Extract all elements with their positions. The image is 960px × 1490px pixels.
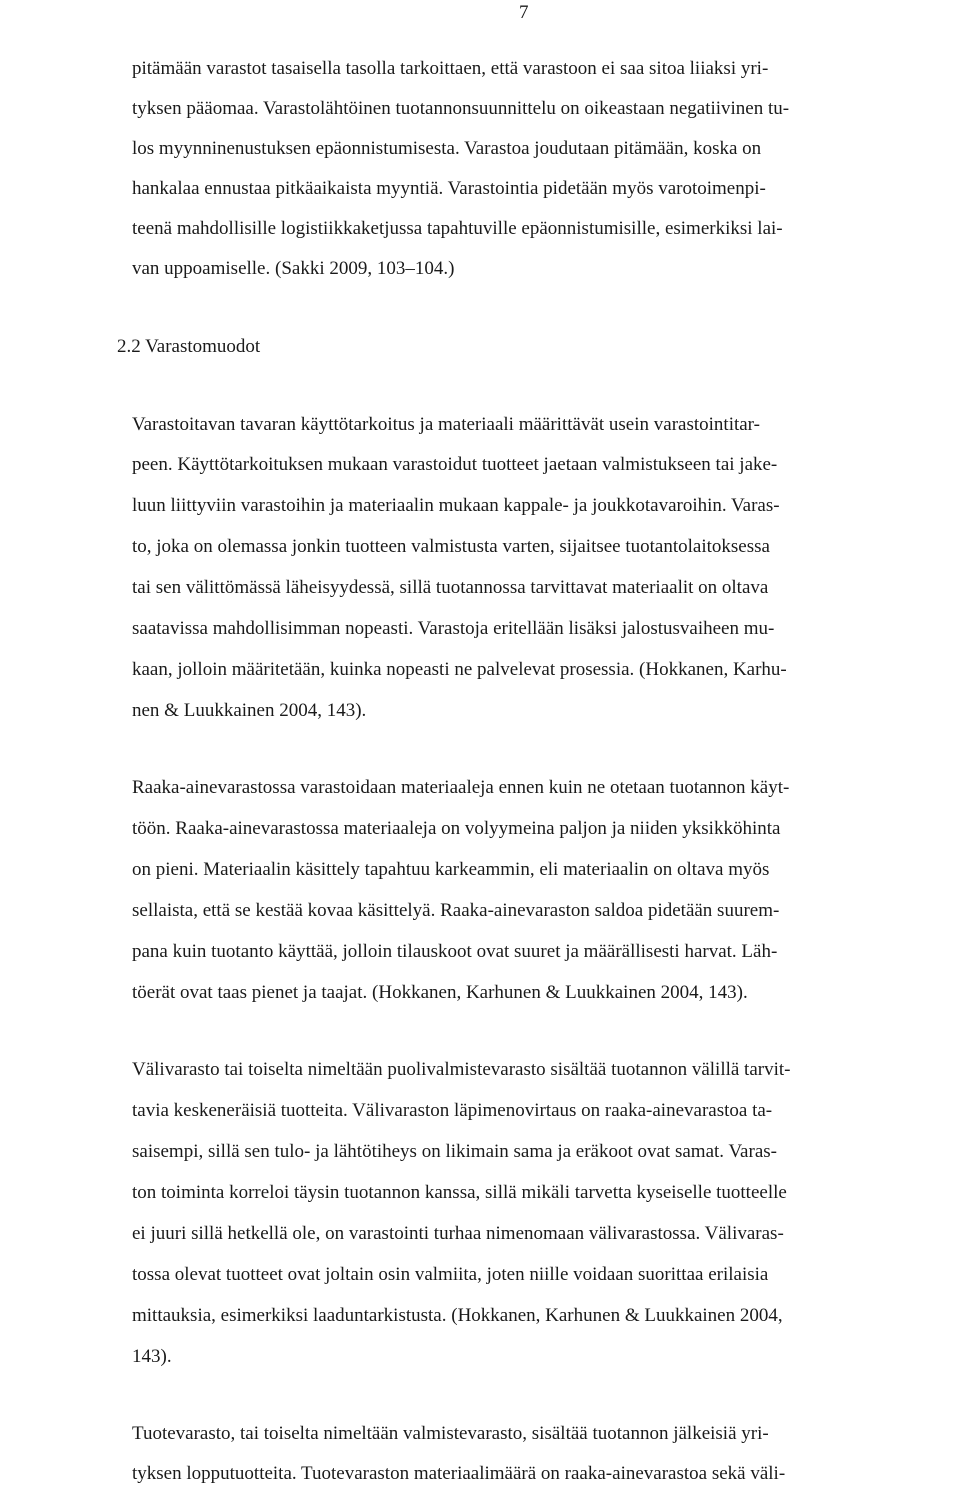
text-line: on pieni. Materiaalin käsittely tapahtuu karkeammin, eli materiaalin on oltava myös bbox=[132, 859, 770, 880]
text-line: tai sen välittömässä läheisyydessä, sillä tuotannossa tarvittavat materiaalit on oltava bbox=[132, 577, 769, 598]
text-line: sellaista, että se kestää kovaa käsittelyä. Raaka-ainevaraston saldoa pidetään suurem- bbox=[132, 900, 780, 921]
text-line: tyksen lopputuotteita. Tuotevaraston materiaalimäärä on raaka-ainevarastoa sekä väli- bbox=[132, 1463, 786, 1484]
text-line: ei juuri sillä hetkellä ole, on varastointi turhaa nimenomaan välivarastossa. Välivaras- bbox=[132, 1223, 784, 1244]
text-line: saatavissa mahdollisimman nopeasti. Varastoja eritellään lisäksi jalostusvaiheen mu- bbox=[132, 618, 775, 639]
text-line: los myynninenustuksen epäonnistumisesta. Varastoa joudutaan pitämään, koska on bbox=[132, 138, 762, 159]
text-line: Tuotevarasto, tai toiselta nimeltään valmistevarasto, sisältää tuotannon jälkeisiä yri- bbox=[132, 1423, 769, 1444]
text-line: töön. Raaka-ainevarastossa materiaaleja on volyymeina paljon ja niiden yksikköhinta bbox=[132, 818, 781, 839]
text-line: peen. Käyttötarkoituksen mukaan varastoidut tuotteet jaetaan valmistukseen tai jake- bbox=[132, 454, 778, 475]
text-line: pitämään varastot tasaisella tasolla tarkoittaen, että varastoon ei saa sitoa liiaksi yri- bbox=[132, 58, 769, 79]
section-heading: 2.2 Varastomuodot bbox=[117, 336, 261, 357]
text-line: Varastoitavan tavaran käyttötarkoitus ja materiaali määrittävät usein varastointitar- bbox=[132, 414, 760, 435]
text-line: Raaka-ainevarastossa varastoidaan materiaaleja ennen kuin ne otetaan tuotannon käyt- bbox=[132, 777, 790, 798]
text-line: kaan, jolloin määritetään, kuinka nopeasti ne palvelevat prosessia. (Hokkanen, Karhu- bbox=[132, 659, 787, 680]
text-line: nen & Luukkainen 2004, 143). bbox=[132, 700, 367, 721]
text-line: pana kuin tuotanto käyttää, jolloin tilauskoot ovat suuret ja määrällisesti harvat. Läh- bbox=[132, 941, 778, 962]
text-line: tyksen pääomaa. Varastolähtöinen tuotannonsuunnittelu on oikeastaan negatiivinen tu- bbox=[132, 98, 790, 119]
text-line: luun liittyviin varastoihin ja materiaalin mukaan kappale- ja joukkotavaroihin. Varas- bbox=[132, 495, 780, 516]
page-number: 7 bbox=[519, 2, 529, 23]
text-line: to, joka on olemassa jonkin tuotteen valmistusta varten, sijaitsee tuotantolaitoksessa bbox=[132, 536, 770, 557]
text-line: mittauksia, esimerkiksi laaduntarkistusta. (Hokkanen, Karhunen & Luukkainen 2004, bbox=[132, 1305, 783, 1326]
text-line: saisempi, sillä sen tulo- ja lähtötiheys on likimain sama ja eräkoot ovat samat. Varas- bbox=[132, 1141, 777, 1162]
text-line: teenä mahdollisille logistiikkaketjussa tapahtuville epäonnistumisille, esimerkiksi lai- bbox=[132, 218, 783, 239]
text-line: van uppoamiselle. (Sakki 2009, 103–104.) bbox=[132, 258, 455, 279]
text-line: hankalaa ennustaa pitkäaikaista myyntiä. Varastointia pidetään myös varotoimenpi- bbox=[132, 178, 766, 199]
text-line: tossa olevat tuotteet ovat joltain osin valmiita, joten niille voidaan suorittaa erilaisia bbox=[132, 1264, 769, 1285]
text-line: töerät ovat taas pienet ja taajat. (Hokkanen, Karhunen & Luukkainen 2004, 143). bbox=[132, 982, 748, 1003]
text-line: tavia keskeneräisiä tuotteita. Välivaraston läpimenovirtaus on raaka-ainevarastoa ta- bbox=[132, 1100, 773, 1121]
text-line: 143). bbox=[132, 1346, 172, 1367]
text-line: Välivarasto tai toiselta nimeltään puolivalmistevarasto sisältää tuotannon välillä tarvit- bbox=[132, 1059, 791, 1080]
text-line: ton toiminta korreloi täysin tuotannon kanssa, sillä mikäli tarvetta kyseiselle tuotteelle bbox=[132, 1182, 787, 1203]
